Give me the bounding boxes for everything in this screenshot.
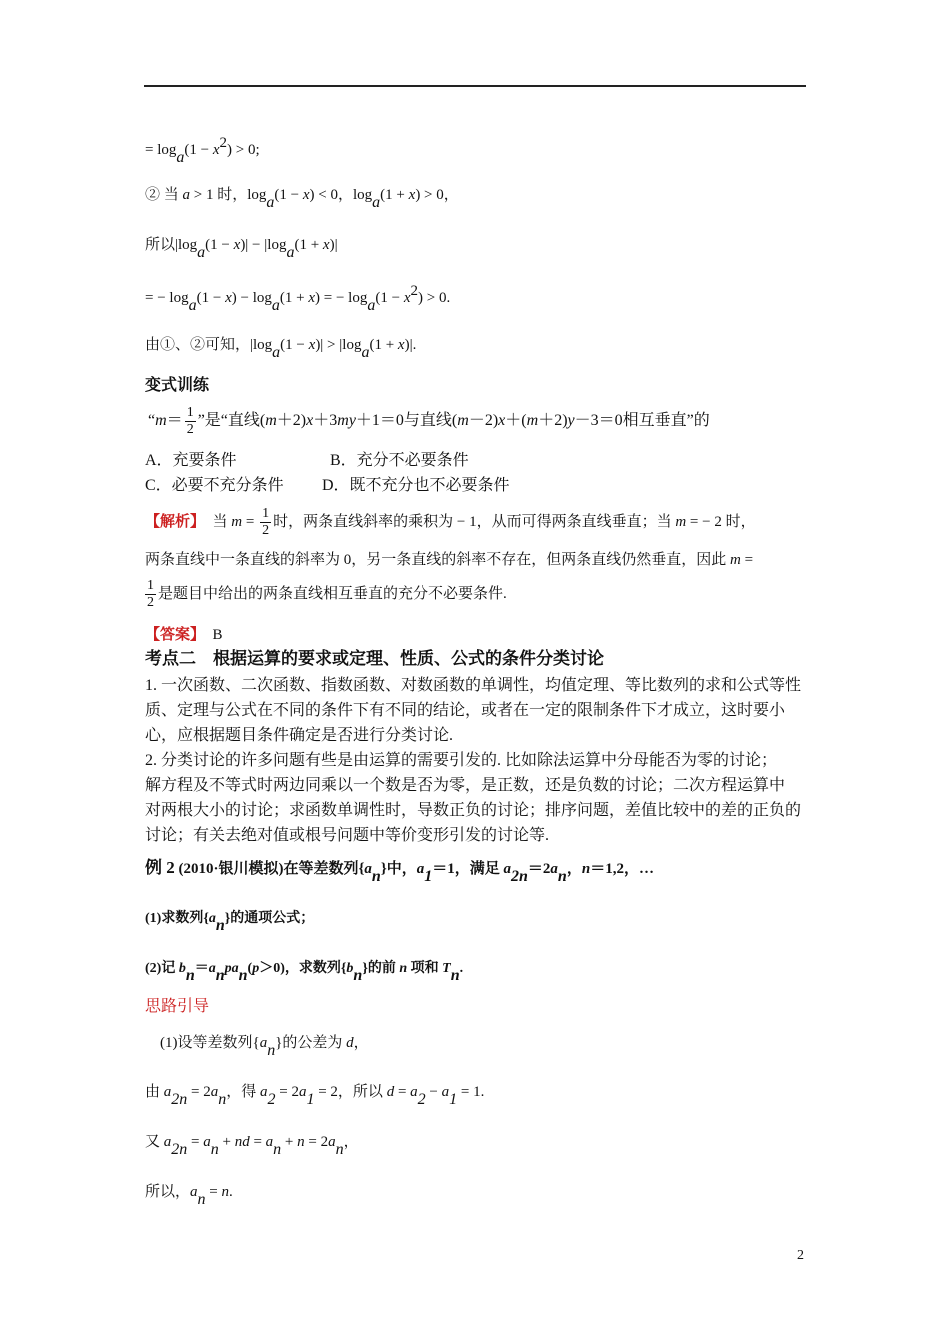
paragraph-2-line-1: 2. 分类讨论的许多问题有些是由运算的需要引发的. 比如除法运算中分母能否为零的讨论； xyxy=(145,752,778,769)
derivation-line-1: = loga(1 − x2) > 0; xyxy=(145,135,260,166)
answer-label: 【答案】 xyxy=(145,627,198,643)
paragraph-1-line-3: 心，应根据题目条件确定是否进行分类讨论. xyxy=(145,727,454,744)
hint-title: 思路引导 xyxy=(145,998,210,1015)
answer-line: 【答案】 B xyxy=(145,627,223,643)
solution-line-3: 又 a2n = an + nd = an + n = 2an， xyxy=(145,1134,359,1158)
solution-line-2: 由 a2n = 2an，得 a2 = 2a1 = 2，所以 d = a2 − a1 = 1. xyxy=(145,1084,485,1108)
paragraph-1-line-1: 1. 一次函数、二次函数、指数函数、对数函数的单调性，均值定理、等比数列的求和公式等性 xyxy=(145,677,802,694)
fraction-one-half: $\frac{1}{2}$ xyxy=(262,506,270,538)
paragraph-1-line-2: 质、定理与公式在不同的条件下有不同的结论，或者在一定的限制条件下才成立，这时要小 xyxy=(145,702,786,719)
fraction-one-half: $\frac{1}{2}$ xyxy=(147,578,154,610)
derivation-line-3: 所以|loga(1 − x)| − |loga(1 + x)| xyxy=(145,237,338,261)
header-rule xyxy=(144,85,806,87)
page-number: 2 xyxy=(797,1248,804,1263)
analysis-label: 【解析】 xyxy=(145,513,198,530)
analysis-line-2: 两条直线中一条直线的斜率为 0，另一条直线的斜率不存在，但两条直线仍然垂直，因此 m = xyxy=(145,552,754,568)
paragraph-2-line-3: 对两根大小的讨论；求函数单调性时，导数正负的讨论；排序问题，差值比较中的差的正负的 xyxy=(145,802,802,819)
analysis-line-1: 【解析】 当 m = $\frac{1}{2}$ 时，两条直线斜率的乘积为 − 1，从而可得两条直线垂直；当 m = − 2 时， xyxy=(145,506,756,538)
option-b: B．充分不必要条件 xyxy=(330,452,469,469)
derivation-line-5: 由①、②可知，|loga(1 − x)| > |loga(1 + x)|. xyxy=(145,337,417,361)
example-2-part-1: (1)求数列{an}的通项公式； xyxy=(145,911,315,934)
derivation-line-4: = − loga(1 − x) − loga(1 + x) = − loga(1 − x2) > 0. xyxy=(145,283,451,314)
paragraph-2-line-4: 讨论；有关去绝对值或根号问题中等价变形引发的讨论等. xyxy=(145,827,550,844)
example-2-statement: 例 2 (2010·银川模拟)在等差数列{an}中，a1＝1，满足 a2n＝2an，n＝1,2，… xyxy=(145,858,654,885)
solution-line-4: 所以，an = n. xyxy=(145,1184,233,1208)
solution-line-1: (1)设等差数列{an}的公差为 d， xyxy=(160,1035,369,1059)
option-a: A．充要条件 xyxy=(145,452,237,469)
example-2-part-2: (2)记 bn＝anpan(p＞0)，求数列{bn}的前 n 项和 Tn. xyxy=(145,961,464,984)
derivation-line-2: ② 当 a > 1 时，loga(1 − x) < 0，loga(1 + x) > 0， xyxy=(145,187,459,211)
option-c: C．必要不充分条件 xyxy=(145,477,284,494)
section-title: 考点二 根据运算的要求或定理、性质、公式的条件分类讨论 xyxy=(145,649,604,668)
paragraph-2-line-2: 解方程及不等式时两边同乘以一个数是否为零，是正数，还是负数的讨论；二次方程运算中 xyxy=(145,777,786,794)
analysis-line-3: $\frac{1}{2}$ 是题目中给出的两条直线相互垂直的充分不必要条件. xyxy=(147,578,507,610)
option-d: D．既不充分也不必要条件 xyxy=(322,477,510,494)
exercise-question: “m＝ $\frac{1}{2}$ ”是“直线(m＋2)x＋3my＋1＝0与直线(m－2)x＋(m＋2)y－3＝0相互垂直”的 xyxy=(148,405,710,437)
fraction-one-half: $\frac{1}{2}$ xyxy=(186,405,194,437)
exercise-title: 变式训练 xyxy=(145,377,210,394)
